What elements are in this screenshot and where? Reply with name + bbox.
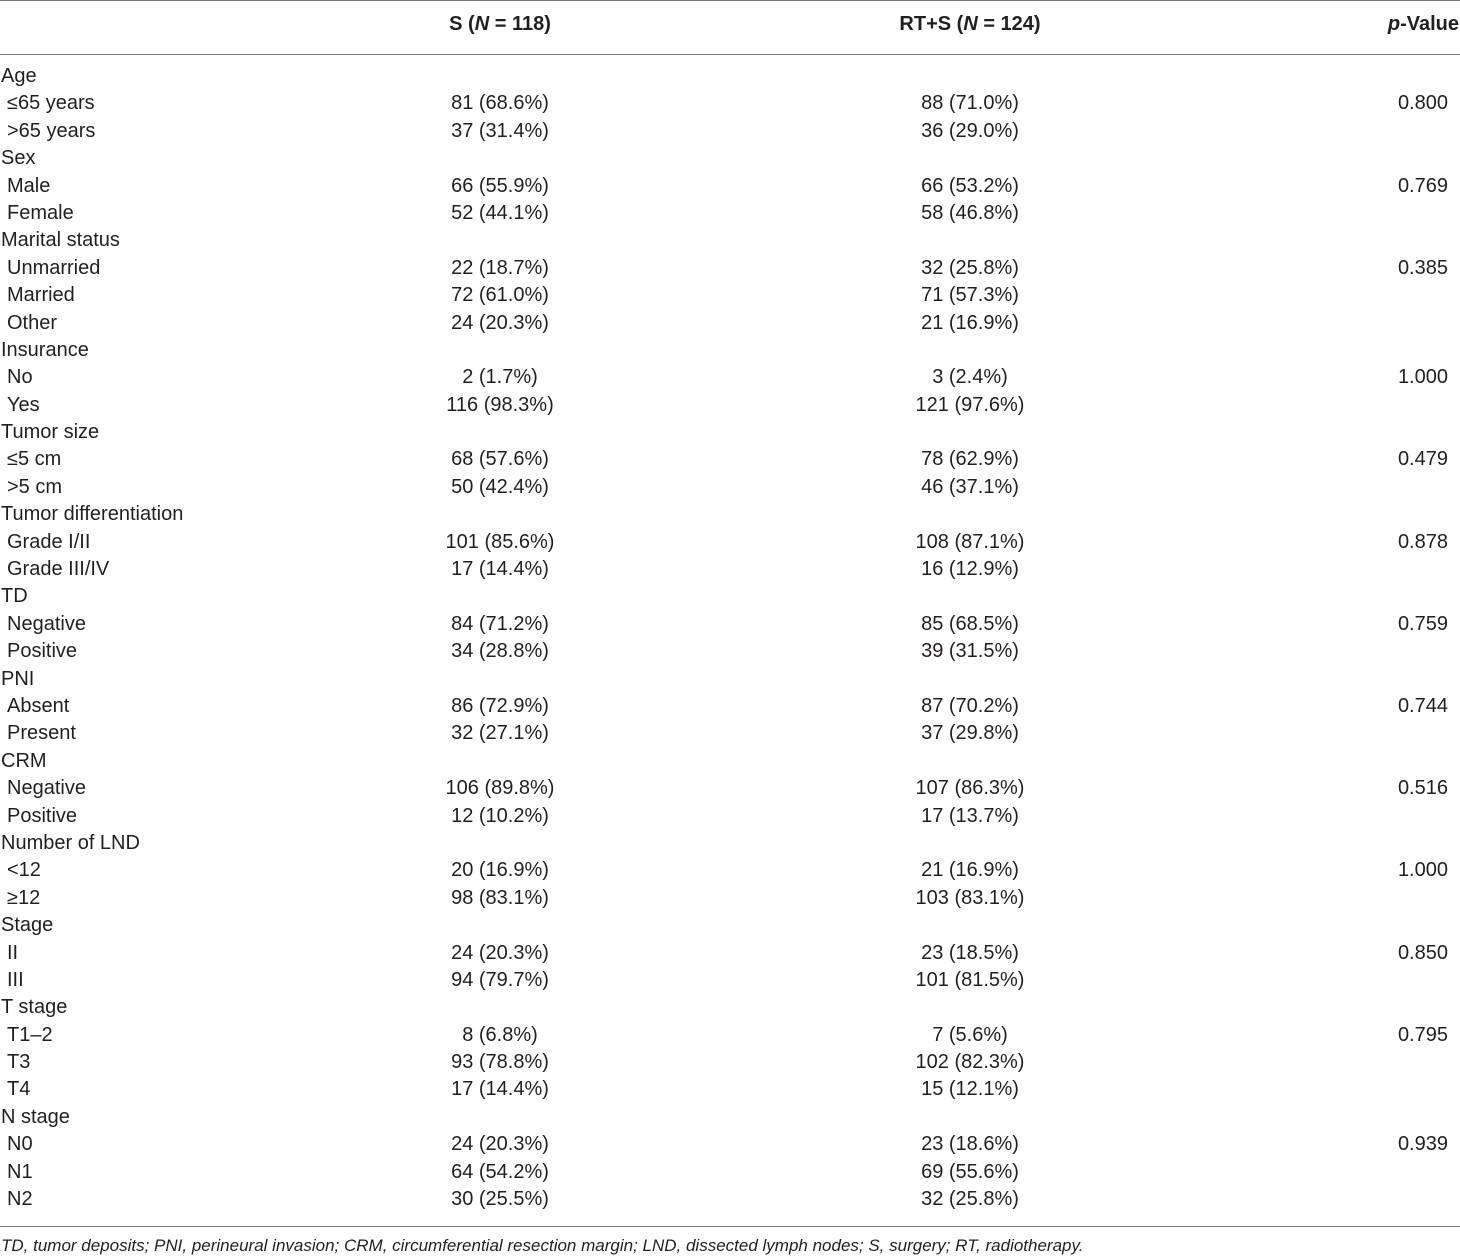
cell-rt-s: 101 (81.5%) (915, 968, 1025, 991)
row-label: Unmarried (7, 256, 101, 279)
cell-rt-s: 23 (18.5%) (921, 941, 1019, 964)
column-header-rt-s (899, 13, 1040, 36)
header-p-rest: -Value (1400, 13, 1459, 35)
cell-s: 24 (20.3%) (451, 1133, 549, 1156)
cell-s: 93 (78.8%) (451, 1051, 549, 1074)
row-label: Tumor differentiation (1, 503, 184, 526)
row-label: Absent (7, 694, 70, 717)
row-label: <12 (7, 859, 41, 882)
cell-s: 72 (61.0%) (451, 284, 549, 307)
cell-rt-s: 21 (16.9%) (921, 859, 1019, 882)
row-label: Positive (7, 804, 78, 827)
cell-s: 81 (68.6%) (451, 92, 549, 115)
cell-s: 24 (20.3%) (451, 311, 549, 334)
table-row-group-header (0, 912, 1460, 939)
table-row (0, 200, 1460, 227)
cell-s: 2 (1.7%) (462, 366, 538, 389)
table-row (0, 720, 1460, 747)
header-s-label: S ( (449, 13, 475, 35)
row-label: No (7, 366, 33, 389)
cell-rt-s: 71 (57.3%) (921, 284, 1019, 307)
table-row (0, 1186, 1460, 1213)
header-p-italic: p (1387, 13, 1401, 35)
row-label: Present (7, 722, 76, 745)
cell-p-value: 1.000 (1397, 859, 1448, 882)
table-row-group-header (0, 501, 1460, 528)
row-label: N1 (7, 1160, 33, 1183)
header-rts-n: N (963, 13, 978, 35)
row-label: T1–2 (7, 1023, 53, 1046)
row-label: Marital status (1, 229, 120, 252)
table-row (0, 1159, 1460, 1186)
row-label: T4 (7, 1078, 31, 1101)
cell-p-value: 0.385 (1397, 256, 1448, 279)
row-label: N stage (1, 1105, 70, 1128)
row-label: N2 (7, 1188, 33, 1211)
cell-s: 22 (18.7%) (451, 256, 549, 279)
cell-s: 24 (20.3%) (451, 941, 549, 964)
table-row (0, 803, 1460, 830)
cell-rt-s: 23 (18.6%) (921, 1133, 1019, 1156)
cell-p-value: 0.516 (1397, 777, 1448, 800)
row-label: Other (7, 311, 58, 334)
cell-rt-s: 21 (16.9%) (921, 311, 1019, 334)
cell-rt-s: 107 (86.3%) (915, 777, 1025, 800)
table-row (0, 1022, 1460, 1049)
table-row-group-header (0, 1104, 1460, 1131)
table-row-group-header (0, 419, 1460, 446)
table-row-group-header (0, 830, 1460, 857)
row-label: ≤65 years (7, 92, 95, 115)
table-row (0, 775, 1460, 802)
cell-s: 98 (83.1%) (451, 886, 549, 909)
cell-rt-s: 3 (2.4%) (932, 366, 1008, 389)
row-label: >65 years (7, 119, 96, 142)
table-row-group-header (0, 583, 1460, 610)
cell-s: 30 (25.5%) (451, 1188, 549, 1211)
row-label: Sex (1, 147, 36, 170)
row-label: Male (7, 174, 51, 197)
cell-p-value: 0.769 (1397, 174, 1448, 197)
row-label: Grade III/IV (7, 558, 110, 581)
row-label: Negative (7, 777, 86, 800)
row-label: N0 (7, 1133, 33, 1156)
row-label: Stage (1, 914, 54, 937)
cell-rt-s: 66 (53.2%) (921, 174, 1019, 197)
row-label: ≥12 (7, 886, 41, 909)
table-footnote: TD, tumor deposits; PNI, perineural invasion; CRM, circumferential resection margin; LND, dissected lymph nodes; S, surgery; RT, radiotherapy. (1, 1236, 1084, 1255)
cell-rt-s: 16 (12.9%) (921, 558, 1019, 581)
table-row (0, 1076, 1460, 1103)
cell-rt-s: 32 (25.8%) (921, 256, 1019, 279)
table-row (0, 282, 1460, 309)
table-row (0, 1131, 1460, 1158)
row-label: Number of LND (1, 831, 140, 854)
row-label: Grade I/II (7, 530, 91, 553)
header-rule (0, 54, 1460, 55)
cell-s: 12 (10.2%) (451, 804, 549, 827)
cell-s: 84 (71.2%) (451, 612, 549, 635)
cell-s: 17 (14.4%) (451, 558, 549, 581)
row-label: Insurance (1, 338, 89, 361)
cell-rt-s: 37 (29.8%) (921, 722, 1019, 745)
table-row-group-header (0, 227, 1460, 254)
table-row (0, 556, 1460, 583)
table-row (0, 118, 1460, 145)
table-row (0, 90, 1460, 117)
row-label: >5 cm (7, 475, 63, 498)
cell-p-value: 0.800 (1397, 92, 1448, 115)
table-row (0, 255, 1460, 282)
cell-s: 86 (72.9%) (451, 694, 549, 717)
cell-p-value: 0.795 (1397, 1023, 1448, 1046)
cell-s: 94 (79.7%) (451, 968, 549, 991)
row-label: TD (1, 585, 28, 608)
cell-rt-s: 32 (25.8%) (921, 1188, 1019, 1211)
cell-s: 8 (6.8%) (462, 1023, 538, 1046)
cell-rt-s: 87 (70.2%) (921, 694, 1019, 717)
cell-rt-s: 121 (97.6%) (915, 393, 1025, 416)
column-header-s (449, 13, 551, 36)
cell-rt-s: 108 (87.1%) (915, 530, 1025, 553)
row-label: PNI (1, 667, 35, 690)
cell-s: 20 (16.9%) (451, 859, 549, 882)
cell-p-value: 0.744 (1397, 694, 1448, 717)
table-row (0, 1049, 1460, 1076)
table-row (0, 446, 1460, 473)
cell-rt-s: 102 (82.3%) (915, 1051, 1025, 1074)
header-rts-count: = 124) (977, 13, 1041, 35)
cell-rt-s: 46 (37.1%) (921, 475, 1019, 498)
table-row-group-header (0, 666, 1460, 693)
cell-s: 32 (27.1%) (451, 722, 549, 745)
table-row-group-header (0, 337, 1460, 364)
row-label: ≤5 cm (7, 448, 62, 471)
cell-p-value: 0.759 (1397, 612, 1448, 635)
cell-s: 50 (42.4%) (451, 475, 549, 498)
table-body (0, 63, 1460, 1213)
row-label: Female (7, 201, 74, 224)
cell-s: 37 (31.4%) (451, 119, 549, 142)
cell-p-value: 1.000 (1397, 366, 1448, 389)
cell-rt-s: 36 (29.0%) (921, 119, 1019, 142)
row-label: Yes (7, 393, 40, 416)
cell-s: 101 (85.6%) (445, 530, 555, 553)
table-row (0, 173, 1460, 200)
cell-p-value: 0.850 (1397, 941, 1448, 964)
cell-rt-s: 103 (83.1%) (915, 886, 1025, 909)
row-label: T stage (1, 996, 68, 1019)
cell-rt-s: 39 (31.5%) (921, 640, 1019, 663)
column-header-p-value (1388, 13, 1459, 36)
cell-rt-s: 69 (55.6%) (921, 1160, 1019, 1183)
table-row (0, 638, 1460, 665)
cell-s: 52 (44.1%) (451, 201, 549, 224)
cell-p-value: 0.939 (1397, 1133, 1448, 1156)
cell-s: 106 (89.8%) (445, 777, 555, 800)
cell-rt-s: 85 (68.5%) (921, 612, 1019, 635)
cell-rt-s: 17 (13.7%) (921, 804, 1019, 827)
table-bottom-rule (0, 1226, 1460, 1227)
table-row (0, 611, 1460, 638)
cell-rt-s: 78 (62.9%) (921, 448, 1019, 471)
table-row-group-header (0, 63, 1460, 90)
table-row (0, 940, 1460, 967)
table-row (0, 693, 1460, 720)
row-label: Tumor size (1, 421, 100, 444)
cell-rt-s: 15 (12.1%) (921, 1078, 1019, 1101)
row-label: Negative (7, 612, 86, 635)
cell-s: 34 (28.8%) (451, 640, 549, 663)
cell-s: 116 (98.3%) (446, 393, 554, 416)
cell-rt-s: 58 (46.8%) (921, 201, 1019, 224)
row-label: Age (1, 65, 37, 87)
row-label: CRM (1, 749, 47, 772)
row-label: T3 (7, 1051, 31, 1074)
row-label: II (7, 941, 19, 964)
cell-rt-s: 88 (71.0%) (921, 92, 1019, 115)
table-row (0, 392, 1460, 419)
row-label: Married (7, 284, 75, 307)
cell-p-value: 0.878 (1397, 530, 1448, 553)
table-row (0, 857, 1460, 884)
cell-s: 66 (55.9%) (451, 174, 549, 197)
table-row (0, 967, 1460, 994)
table-row-group-header (0, 994, 1460, 1021)
row-label: III (7, 968, 24, 991)
table-row (0, 885, 1460, 912)
table-row (0, 474, 1460, 501)
table-top-rule (0, 0, 1460, 1)
cell-s: 64 (54.2%) (451, 1160, 549, 1183)
table-row-group-header (0, 748, 1460, 775)
table-row-group-header (0, 145, 1460, 172)
cell-s: 17 (14.4%) (451, 1078, 549, 1101)
header-s-count: = 118) (489, 13, 551, 35)
header-rts-label: RT+S ( (899, 13, 964, 35)
table-row (0, 364, 1460, 391)
row-label: Positive (7, 640, 78, 663)
table-row (0, 529, 1460, 556)
header-s-n: N (474, 13, 490, 35)
table-row (0, 310, 1460, 337)
cell-s: 68 (57.6%) (451, 448, 549, 471)
cell-p-value: 0.479 (1397, 448, 1448, 471)
cell-rt-s: 7 (5.6%) (932, 1023, 1008, 1046)
